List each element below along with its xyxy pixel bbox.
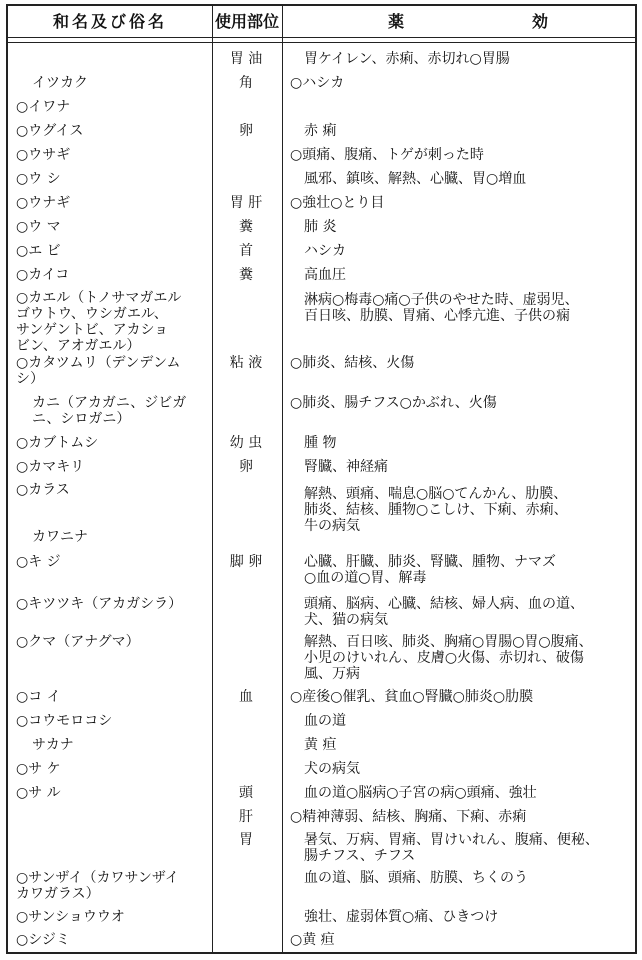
row-name: カニ（アカガニ、ジビガ ニ、シロガニ）: [32, 395, 187, 427]
row-part: 卵: [239, 123, 253, 139]
row-part: 脚 卵: [229, 554, 263, 570]
row-name: ○サ ケ: [16, 761, 61, 777]
row-name: カワニナ: [32, 529, 88, 545]
row-effect: 解熱、百日咳、肺炎、胸痛○胃腸○胃○腹痛、 小児のけいれん、皮膚○火傷、赤切れ、破傷 風、万病: [304, 634, 593, 682]
row-effect: ○産後○催乳、貧血○腎臓○肺炎○肋膜: [290, 689, 534, 705]
row-part: 幼 虫: [229, 435, 263, 451]
row-name: ○カタツムリ（デンデンム シ）: [16, 355, 181, 387]
row-effect: 血の道、脳、頭痛、肪膜、ちくのう: [304, 870, 528, 886]
row-name: ○ウ マ: [16, 219, 61, 235]
row-name: ○ウ シ: [16, 171, 61, 187]
row-effect: 心臓、肝臓、肺炎、腎臓、腫物、ナマズ ○血の道○胃、解毒: [304, 554, 556, 586]
row-effect: 肺 炎: [304, 219, 337, 235]
row-name: ○ウナギ: [16, 195, 71, 211]
row-name: ○サンザイ（カワサンザイ カワガラス）: [16, 870, 179, 902]
row-effect: 腫 物: [304, 435, 337, 451]
row-effect: 胃ケイレン、赤痢、赤切れ○胃腸: [304, 51, 510, 67]
row-part: 糞: [239, 267, 253, 283]
row-part: 角: [239, 75, 253, 91]
row-part: 胃 肝: [229, 195, 263, 211]
row-effect: 強壮、虚弱体質○痛、ひきつけ: [304, 909, 499, 925]
header-effect-2: 効: [532, 12, 549, 31]
row-effect: ○強壮○とり目: [290, 195, 385, 211]
row-part: 粘 液: [229, 355, 263, 371]
row-effect: 風邪、鎮咳、解熱、心臓、胃○増血: [304, 171, 527, 187]
row-part: 血: [239, 689, 253, 705]
row-part: 肝: [239, 809, 253, 825]
row-effect: 犬の病気: [304, 761, 360, 777]
row-name: ○コウモロコシ: [16, 713, 113, 729]
row-name: ○サ ル: [16, 785, 61, 801]
header-name: 和名及び俗名: [52, 12, 167, 31]
remedy-table: [6, 4, 637, 954]
row-part: 糞: [239, 219, 253, 235]
row-effect: ○精神薄弱、結核、胸痛、下痢、赤痢: [290, 809, 527, 825]
row-name: ○カエル（トノサマガエル ゴウトウ、ウシガエル、 サンゲントビ、アカショ ビン、アオガエル）: [16, 290, 182, 354]
row-effect: ○肺炎、腸チフス○かぶれ、火傷: [290, 395, 497, 411]
row-effect: 解熱、頭痛、喘息○脳○てんかん、肋膜、 肺炎、結核、腫物○こしけ、下痢、赤痢、 牛の病気: [304, 486, 568, 534]
row-name: ○シジミ: [16, 932, 70, 948]
row-name: イツカク: [32, 75, 88, 91]
row-name: ○サンショウウオ: [16, 909, 125, 925]
row-name: ○キツツキ（アカガシラ）: [16, 596, 183, 612]
row-effect: ハシカ: [304, 243, 346, 259]
row-part: 首: [239, 243, 253, 259]
column-divider-1: [212, 6, 213, 952]
row-effect: 暑気、万病、胃痛、胃けいれん、腹痛、便秘、 腸チフス、チフス: [304, 832, 599, 864]
row-name: ○エ ビ: [16, 243, 61, 259]
row-effect: ○ハシカ: [290, 75, 345, 91]
table-header: [8, 6, 635, 38]
row-effect: ○頭痛、腹痛、トゲが刺った時: [290, 147, 484, 163]
row-effect: 高血圧: [304, 267, 346, 283]
row-name: ○カラス: [16, 482, 70, 498]
row-part: 頭: [239, 785, 253, 801]
row-effect: 赤 痢: [304, 123, 337, 139]
row-effect: 淋病○梅毒○痛○子供のやせた時、虚弱児、 百日咳、肋膜、胃痛、心悸亢進、子供の痫: [304, 292, 579, 324]
row-name: ○ウサギ: [16, 147, 71, 163]
row-name: ○カブトムシ: [16, 435, 99, 451]
row-name: ○カマキリ: [16, 459, 85, 475]
row-part: 胃 油: [229, 51, 263, 67]
row-effect: ○肺炎、結核、火傷: [290, 355, 415, 371]
row-effect: 黄 疸: [304, 737, 337, 753]
column-divider-2: [282, 6, 283, 952]
row-name: ○クマ（アナグマ）: [16, 634, 140, 650]
row-effect: ○黄 疸: [290, 932, 335, 948]
row-effect: 頭痛、脳病、心臓、結核、婦人病、血の道、 犬、猫の病気: [304, 596, 584, 628]
row-effect: 血の道: [304, 713, 346, 729]
row-part: 卵: [239, 459, 253, 475]
row-name: ○ウグイス: [16, 123, 84, 139]
row-name: ○イワナ: [16, 99, 71, 115]
row-name: ○キ ジ: [16, 554, 61, 570]
row-name: サカナ: [32, 737, 74, 753]
row-part: 胃: [239, 832, 253, 848]
header-effect-1: 薬: [388, 12, 405, 31]
row-effect: 腎臓、神経痛: [304, 459, 388, 475]
row-effect: 血の道○脳病○子宮の病○頭痛、強壮: [304, 785, 537, 801]
header-rule: [8, 42, 635, 43]
row-name: ○コ イ: [16, 689, 61, 705]
header-part: 使用部位: [214, 12, 279, 31]
row-name: ○カイコ: [16, 267, 70, 283]
